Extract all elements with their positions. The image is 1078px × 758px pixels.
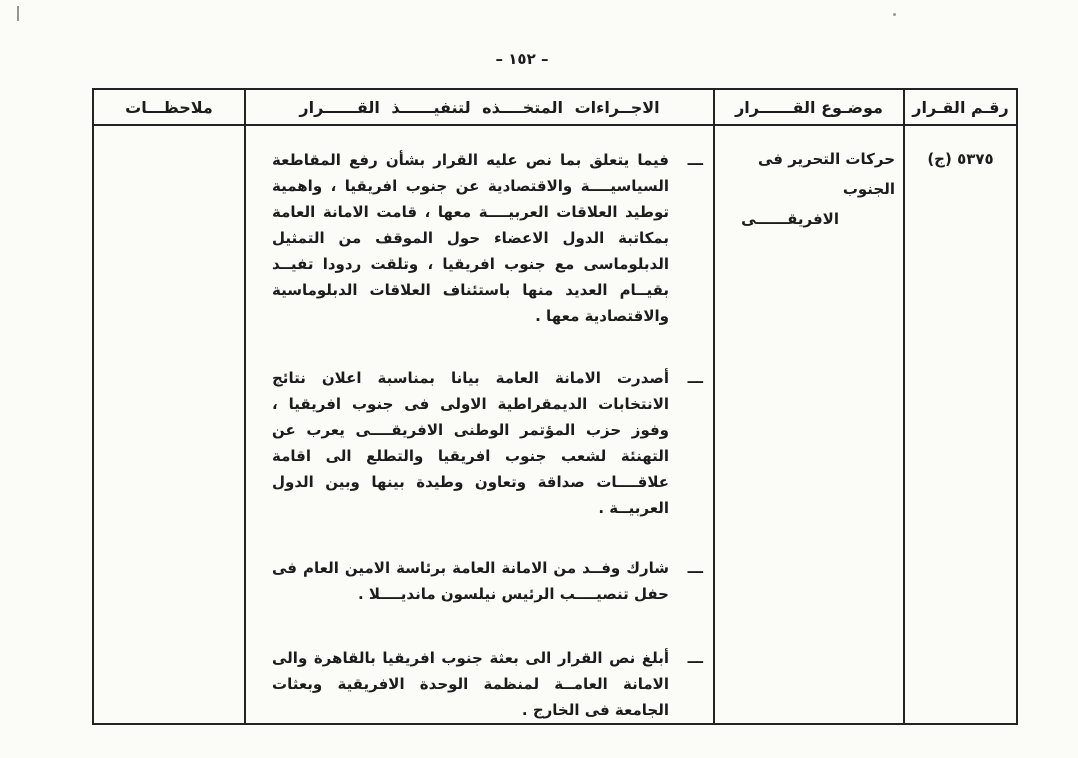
dash-bullet: ـــ (687, 559, 703, 577)
page-number: – ١٥٢ – (495, 50, 549, 68)
resolution-table (92, 88, 1018, 725)
actions-cell (245, 125, 714, 724)
action-text: أصدرت الامانة العامة بيانا بمناسبة اعلان نتائج الانتخابات الديمقراطية الاولى فى جنوب افريقيا ، وفوز حزب المؤتمر الوطنى الافريقــــى يعرب عن التهنئة لشعب جنوب افريقيا والتطلع الى اقامة علاقــــات صداقة وتعاون وطيدة بينها وبين الدول العربيــة . (272, 369, 669, 517)
table-row (93, 125, 1017, 724)
action-text: شارك وفــد من الامانة العامة برئاسة الامين العام فى حفل تنصيــــب الرئيس نيلسون مانديــــلا . (272, 559, 669, 603)
action-paragraph (272, 555, 705, 607)
action-paragraph (272, 365, 705, 521)
scan-artifact-mark (17, 6, 19, 21)
dash-bullet: ـــ (687, 151, 703, 169)
action-paragraph (272, 147, 705, 329)
col-header-notes: ملاحظـــات (93, 89, 245, 125)
dash-bullet: ـــ (687, 649, 703, 667)
col-header-actions: الاجــراءات المتخــــذه لتنفيــــــذ القــــــرار (245, 89, 714, 125)
notes-cell (93, 125, 245, 724)
col-header-resolution-number: رقـم القـرار (904, 89, 1017, 125)
action-paragraph (272, 645, 705, 723)
subject-line-2: الافريقــــــى (741, 210, 839, 228)
col-header-subject: موضـوع القــــــرار (714, 89, 904, 125)
table-header-row (93, 89, 1017, 125)
subject-line-1: حركات التحرير فى الجنوب (757, 150, 895, 198)
resolution-number-cell (904, 125, 1017, 724)
scan-artifact-dot (893, 13, 896, 16)
dash-bullet: ـــ (687, 369, 703, 387)
resolution-number: ٥٣٧٥ (ج) (927, 150, 994, 168)
subject-cell (714, 125, 904, 724)
action-text: أبلغ نص القرار الى بعثة جنوب افريقيا بالقاهرة والى الامانة العامــة لمنظمة الوحدة الافريقية وبعثات الجامعة فى الخارج . (272, 649, 669, 719)
action-text: فيما يتعلق بما نص عليه القرار بشأن رفع المقاطعة السياسيــــة والاقتصادية عن جنوب افريقيا ، واهمية توطيد العلاقات العربيــــة معها ، قامت الامانة العامة بمكاتبة الدول الاعضاء حول الموقف من التمثيل الدبلوماسى مع جنوب افريقيا ، وتلقت ردودا تفيــد بقيــام العديد منها باستئناف العلاقات الدبلوماسية والاقتصادية معها . (272, 151, 669, 325)
